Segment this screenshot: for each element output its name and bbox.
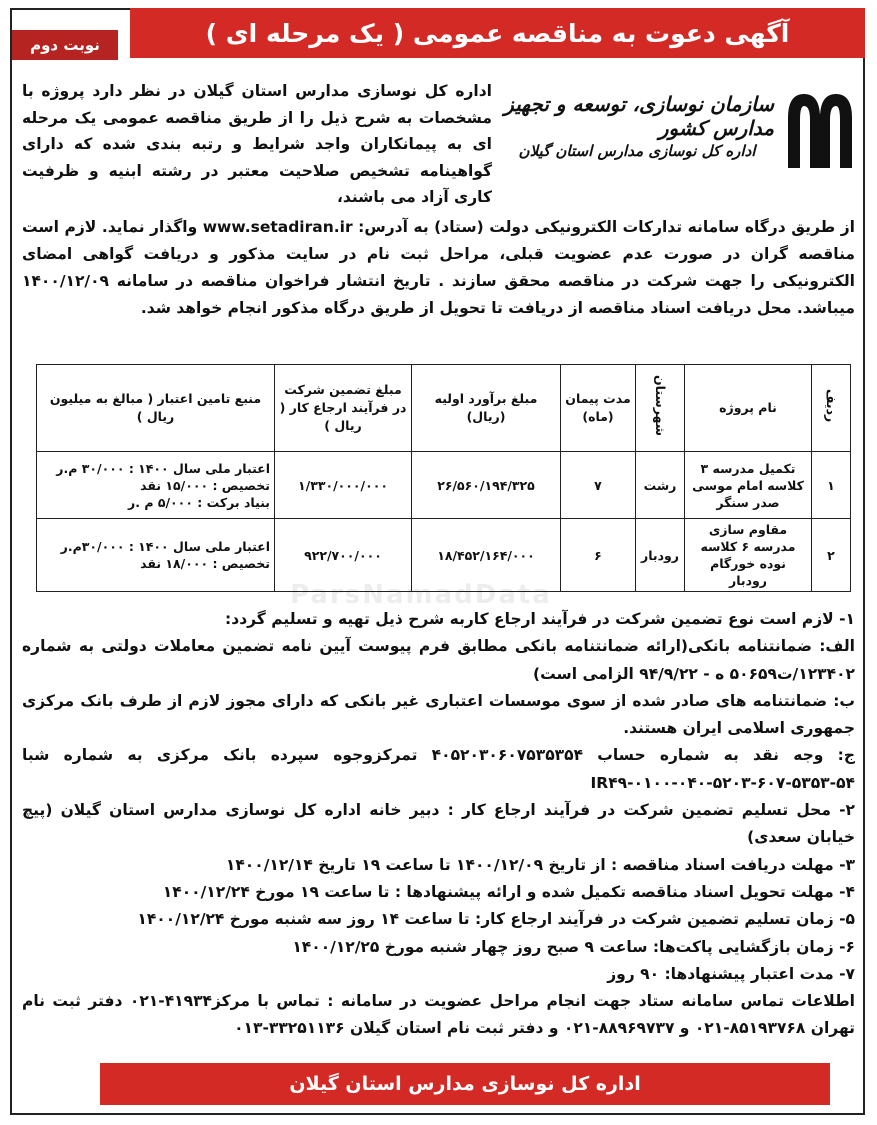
cell-guarantee: ۹۲۲/۷۰۰/۰۰۰ xyxy=(275,519,412,592)
cell-guarantee: ۱/۳۳۰/۰۰۰/۰۰۰ xyxy=(275,452,412,519)
funding-line: بنیاد برکت : ۵/۰۰۰ م .ر xyxy=(128,494,270,510)
body-text-part2: واگذار نماید. لازم است مناقصه گران در صورت عدم عضویت قبلی، مراحل ثبت نام در سایت مذکور و دریافت گواهی امضای الکترونیکی را جهت شرکت در مناقصه محقق سازند . تاریخ انتشار فراخوان مناقصه در سامانه ۱۴۰۰/۱۲/۰۹ میباشد. محل دریافت اسناد مناقصه از دریافت تا تحویل از طریق درگاه مذکور انجام خواهد شد. xyxy=(22,218,855,317)
funding-line: تخصیص : ۱۸/۰۰۰ نقد xyxy=(140,556,270,571)
cell-estimate: ۲۶/۵۶۰/۱۹۴/۳۲۵ xyxy=(412,452,561,519)
clause-item: ۱- لازم است نوع تضمین شرکت در فرآیند ارجاع کاربه شرح ذیل تهیه و تسلیم گردد: xyxy=(225,610,855,628)
cell-funding xyxy=(37,452,275,519)
table-row xyxy=(37,452,851,519)
funding-line: تخصیص : ۱۵/۰۰۰ نقد xyxy=(140,477,270,493)
cell-funding xyxy=(37,519,275,592)
clause-item: ب: ضمانتنامه های صادر شده از سوی موسسات اعتباری غیر بانکی که دارای مجوز لازم از طرف بانک مرکزی جمهوری اسلامی ایران هستند. xyxy=(22,691,855,738)
clause-item: ۳- مهلت دریافت اسناد مناقصه : از تاریخ ۱۴۰۰/۱۲/۰۹ تا ساعت ۱۹ تاریخ ۱۴۰۰/۱۲/۱۴ xyxy=(225,855,855,874)
school-organization-logo-icon xyxy=(784,88,856,172)
header-duration: مدت پیمان (ماه) xyxy=(561,365,636,452)
cell-project: مقاوم سازی مدرسه ۶ کلاسه نوده خورگام رودبار xyxy=(685,519,812,592)
cell-row: ۱ xyxy=(812,452,851,519)
body-paragraph xyxy=(22,214,855,322)
clause-item: ۴- مهلت تحویل اسناد مناقصه تکمیل شده و ارائه پیشنهادها : تا ساعت ۱۹ مورخ ۱۴۰۰/۱۲/۲۴ xyxy=(162,882,855,901)
clause-item: ۵- زمان تسلیم تضمین شرکت در فرآیند ارجاع کار: تا ساعت ۱۴ روز سه شنبه مورخ ۱۴۰۰/۱۲/۲۴ xyxy=(137,910,855,929)
cell-duration: ۶ xyxy=(561,519,636,592)
watermark-text: ParsNamadData xyxy=(290,580,552,610)
cell-estimate: ۱۸/۴۵۲/۱۶۴/۰۰۰ xyxy=(412,519,561,592)
funding-line: اعتبار ملی سال ۱۴۰۰ : ۳۰/۰۰۰م.ر xyxy=(60,539,270,554)
organization-name: سازمان نوسازی، توسعه و تجهیز مدارس کشور xyxy=(504,92,774,140)
body-text-part1: از طریق درگاه سامانه تدارکات الکترونیکی دولت (ستاد) به آدرس: xyxy=(352,218,855,236)
clause-item: ۶- زمان بازگشایی پاکت‌ها: ساعت ۹ صبح روز چهار شنبه مورخ ۱۴۰۰/۱۲/۲۵ xyxy=(292,937,855,956)
cell-row: ۲ xyxy=(812,519,851,592)
organization-subtitle: اداره کل نوسازی مدارس استان گیلان xyxy=(518,142,756,160)
cell-project: تکمیل مدرسه ۳ کلاسه امام موسی صدر سنگر xyxy=(685,452,812,519)
edition-badge: نوبت دوم xyxy=(12,30,118,60)
cell-city: رشت xyxy=(636,452,685,519)
clauses-list xyxy=(22,606,855,1043)
header-project: نام پروژه xyxy=(685,365,812,452)
notice-title: آگهی دعوت به مناقصه عمومی ( یک مرحله ای ) xyxy=(130,8,865,58)
organization-header xyxy=(500,78,862,208)
clause-item: ج: وجه نقد به شماره حساب ۴۰۵۲۰۳۰۶۰۷۵۳۵۳۵۴ تمرکزوجوه سپرده بانک مرکزی به شماره شبا ۵۴-۵۳۵۳-۶۰۷-۵۲۰۳-۰۴۰-۰۱۰۰-IR۴۹ xyxy=(22,746,856,792)
cell-city: رودبار xyxy=(636,519,685,592)
contact-info: اطلاعات تماس سامانه ستاد جهت انجام مراحل عضویت در سامانه : تماس با مرکز۴۱۹۳۴-۰۲۱ دفتر ثبت نام تهران ۸۵۱۹۳۷۶۸-۰۲۱ و ۸۸۹۶۹۷۳۷-۰۲۱ و دفتر ثبت نام استان گیلان ۳۳۲۵۱۱۳۶-۰۱۳ xyxy=(22,992,855,1038)
clause-item: الف: ضمانتنامه بانکی(ارائه ضمانتنامه بانکی مطابق فرم پیوست آیین نامه تضمین معاملات دولتی به شماره ۱۲۳۴۰۲/ت۵۰۶۵۹ ه - ۹۴/۹/۲۲ الزامی است) xyxy=(22,637,855,683)
header-estimate: مبلغ برآورد اولیه (ریال) xyxy=(412,365,561,452)
clause-item: ۲- محل تسلیم تضمین شرکت در فرآیند ارجاع کار : دبیر خانه اداره کل نوسازی مدارس استان گیلان (پیچ خیابان سعدی) xyxy=(22,801,855,847)
header-guarantee: مبلغ تضمین شرکت در فرآیند ارجاع کار ( ریال ) xyxy=(275,365,412,452)
intro-paragraph: اداره کل نوسازی مدارس استان گیلان در نظر دارد پروژه با مشخصات به شرح ذیل را از طریق مناقصه عمومی یک مرحله ای به پیمانکاران واجد شرایط و رتبه بندی شده که دارای گواهینامه تشخیص صلاحیت معتبر در رشته ابنیه و ظرفیت کاری آزاد می باشند، xyxy=(22,82,492,206)
projects-table xyxy=(36,364,851,592)
cell-duration: ۷ xyxy=(561,452,636,519)
header-funding: منبع تامین اعتبار ( مبالغ به میلیون ریال ) xyxy=(37,365,275,452)
setad-url-link[interactable]: www.setadiran.ir xyxy=(202,218,353,236)
clause-item: ۷- مدت اعتبار پیشنهادها: ۹۰ روز xyxy=(607,964,855,983)
footer-organization: اداره کل نوسازی مدارس استان گیلان xyxy=(100,1063,830,1105)
header-city: شهرستان xyxy=(636,365,685,452)
header-row: ردیف xyxy=(812,365,851,452)
funding-line: اعتبار ملی سال ۱۴۰۰ : ۳۰/۰۰۰ م.ر xyxy=(56,460,270,476)
